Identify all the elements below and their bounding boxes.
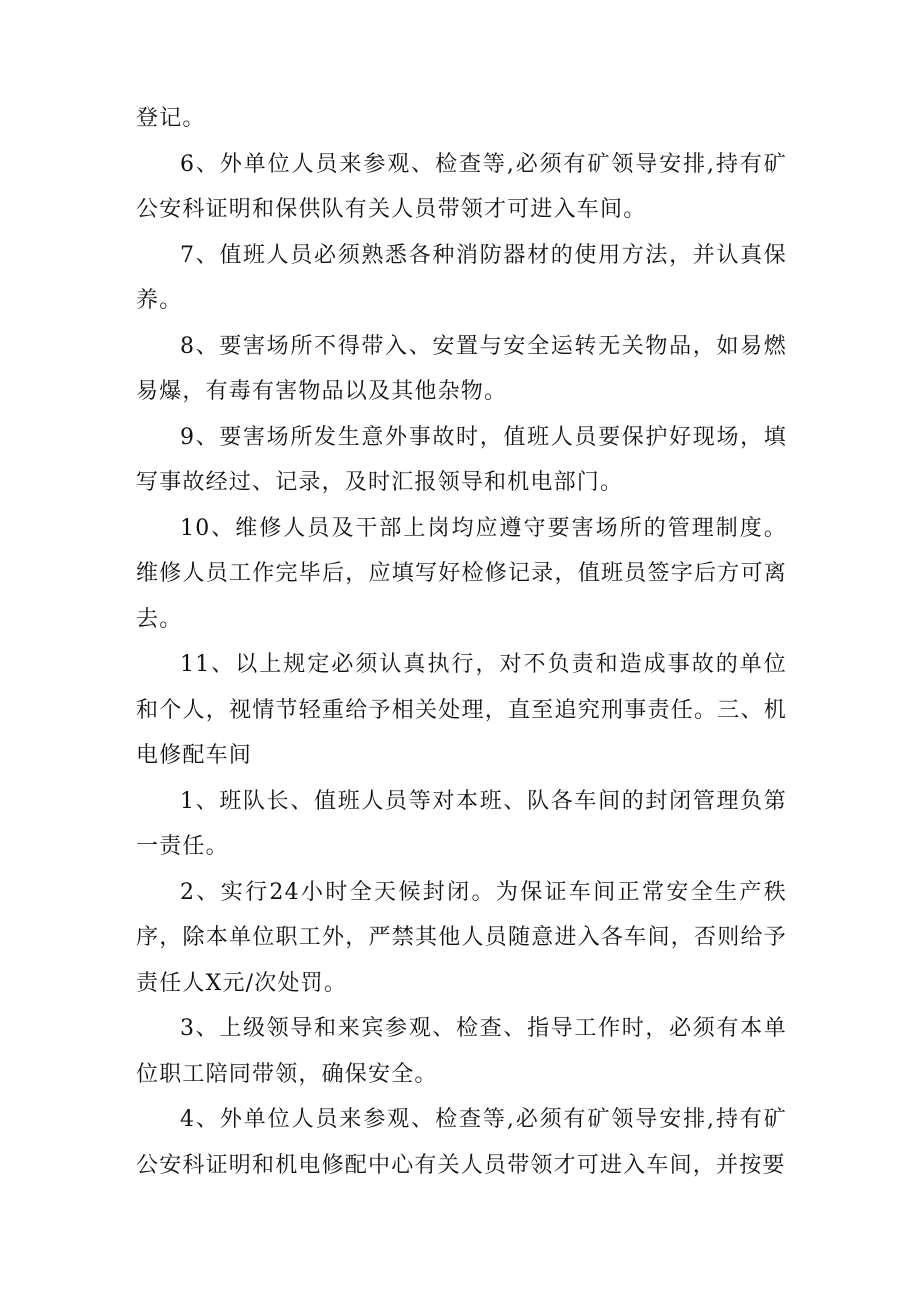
paragraph-9: 2、实行24小时全天候封闭。为保证车间正常安全生产秩序，除本单位职工外，严禁其他人员随意进入各车间，否则给予责任人X元/次处罚。 (136, 879, 787, 996)
document-page (136, 96, 787, 1188)
paragraph-6: 10、维修人员及干部上岗均应遵守要害场所的管理制度。维修人员工作完毕后，应填写好检修记录，值班员签字后方可离去。 (136, 515, 787, 632)
paragraph-3: 7、值班人员必须熟悉各种消防器材的使用方法，并认真保养。 (136, 242, 787, 313)
paragraph-4: 8、要害场所不得带入、安置与安全运转无关物品，如易燃易爆，有毒有害物品以及其他杂物。 (136, 333, 787, 404)
paragraph-7: 11、以上规定必须认真执行，对不负责和造成事故的单位和个人，视情节轻重给予相关处理，直至追究刑事责任。三、机电修配车间 (136, 652, 787, 768)
paragraph-11: 4、外单位人员来参观、检查等,必须有矿领导安排,持有矿公安科证明和机电修配中心有关人员带领才可进入车间，并按要 (136, 1107, 787, 1178)
paragraph-8: 1、班队长、值班人员等对本班、队各车间的封闭管理负第一责任。 (136, 788, 787, 859)
paragraph-1: 登记。 (136, 106, 206, 131)
paragraph-10: 3、上级领导和来宾参观、检查、指导工作时，必须有本单位职工陪同带领，确保安全。 (136, 1016, 787, 1087)
paragraph-2: 6、外单位人员来参观、检查等,必须有矿领导安排,持有矿公安科证明和保供队有关人员带领才可进入车间。 (136, 151, 787, 222)
paragraph-5: 9、要害场所发生意外事故时，值班人员要保护好现场，填写事故经过、记录，及时汇报领导和机电部门。 (136, 424, 787, 495)
